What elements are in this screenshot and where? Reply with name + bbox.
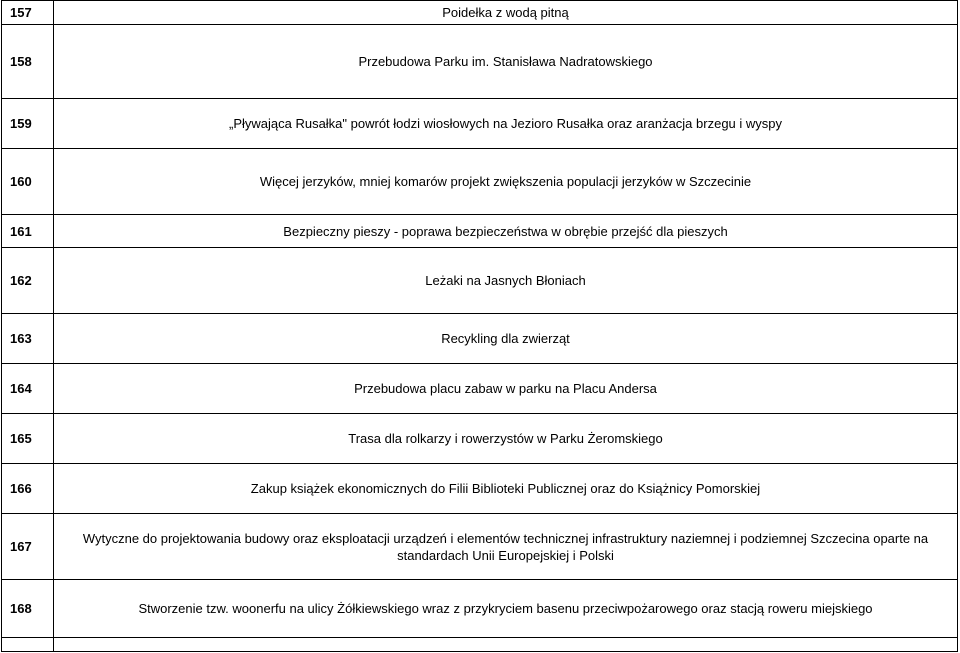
table-row [2, 1, 958, 25]
row-number: 158 [2, 25, 54, 99]
row-number: 159 [2, 99, 54, 149]
row-title-text: Wytyczne do projektowania budowy oraz eksploatacji urządzeń i elementów technicznej infrastruktury naziemnej i podziemnej Szczecina oparte na standardach Unii Europejskiej i Polski [82, 530, 929, 563]
row-title-text: Zakup książek ekonomicznych do Filii Biblioteki Publicznej oraz do Książnicy Pomorskiej [250, 481, 761, 496]
row-title [54, 1, 958, 25]
row-number: 160 [2, 149, 54, 215]
projects-table [1, 0, 958, 652]
row-number [2, 638, 54, 652]
row-title [54, 25, 958, 99]
row-number: 161 [2, 215, 54, 248]
row-number: 166 [2, 464, 54, 514]
row-number: 162 [2, 248, 54, 314]
row-title-text: Przebudowa placu zabaw w parku na Placu Andersa [354, 381, 657, 396]
row-title-text: Przebudowa Parku im. Stanisława Nadratowskiego [358, 54, 653, 69]
row-title-text: Stworzenie tzw. woonerfu na ulicy Żółkiewskiego wraz z przykryciem basenu przeciwpożarowego oraz stacją roweru miejskiego [138, 601, 873, 616]
row-title [54, 514, 958, 580]
table-row [2, 464, 958, 514]
table-row [2, 149, 958, 215]
row-title-text: Poidełka z wodą pitną [442, 5, 569, 20]
row-title-text: Recykling dla zwierząt [441, 331, 570, 346]
row-title [54, 364, 958, 414]
table-row [2, 215, 958, 248]
row-title [54, 580, 958, 638]
row-number: 168 [2, 580, 54, 638]
row-title [54, 149, 958, 215]
table-row [2, 638, 958, 652]
row-number: 165 [2, 414, 54, 464]
row-title [54, 314, 958, 364]
table-row [2, 99, 958, 149]
table-row [2, 364, 958, 414]
table-row [2, 414, 958, 464]
row-title-text: Trasa dla rolkarzy i rowerzystów w Parku Żeromskiego [348, 431, 663, 446]
row-title-text: „Pływająca Rusałka" powrót łodzi wiosłowych na Jezioro Rusałka oraz aranżacja brzegu i wyspy [228, 116, 783, 131]
row-number: 163 [2, 314, 54, 364]
row-title [54, 464, 958, 514]
row-number: 157 [2, 1, 54, 25]
row-number: 164 [2, 364, 54, 414]
row-title-text: Bezpieczny pieszy - poprawa bezpieczeństwa w obrębie przejść dla pieszych [283, 223, 728, 239]
table-row [2, 514, 958, 580]
table-row [2, 25, 958, 99]
table-row [2, 314, 958, 364]
row-title-text: Leżaki na Jasnych Błoniach [425, 273, 586, 288]
row-title [54, 248, 958, 314]
row-title [54, 414, 958, 464]
row-number: 167 [2, 514, 54, 580]
table-row [2, 580, 958, 638]
table-row [2, 248, 958, 314]
row-title [54, 215, 958, 248]
row-title [54, 638, 958, 652]
row-title [54, 99, 958, 149]
row-title-text: Więcej jerzyków, mniej komarów projekt zwiększenia populacji jerzyków w Szczecinie [259, 174, 752, 189]
